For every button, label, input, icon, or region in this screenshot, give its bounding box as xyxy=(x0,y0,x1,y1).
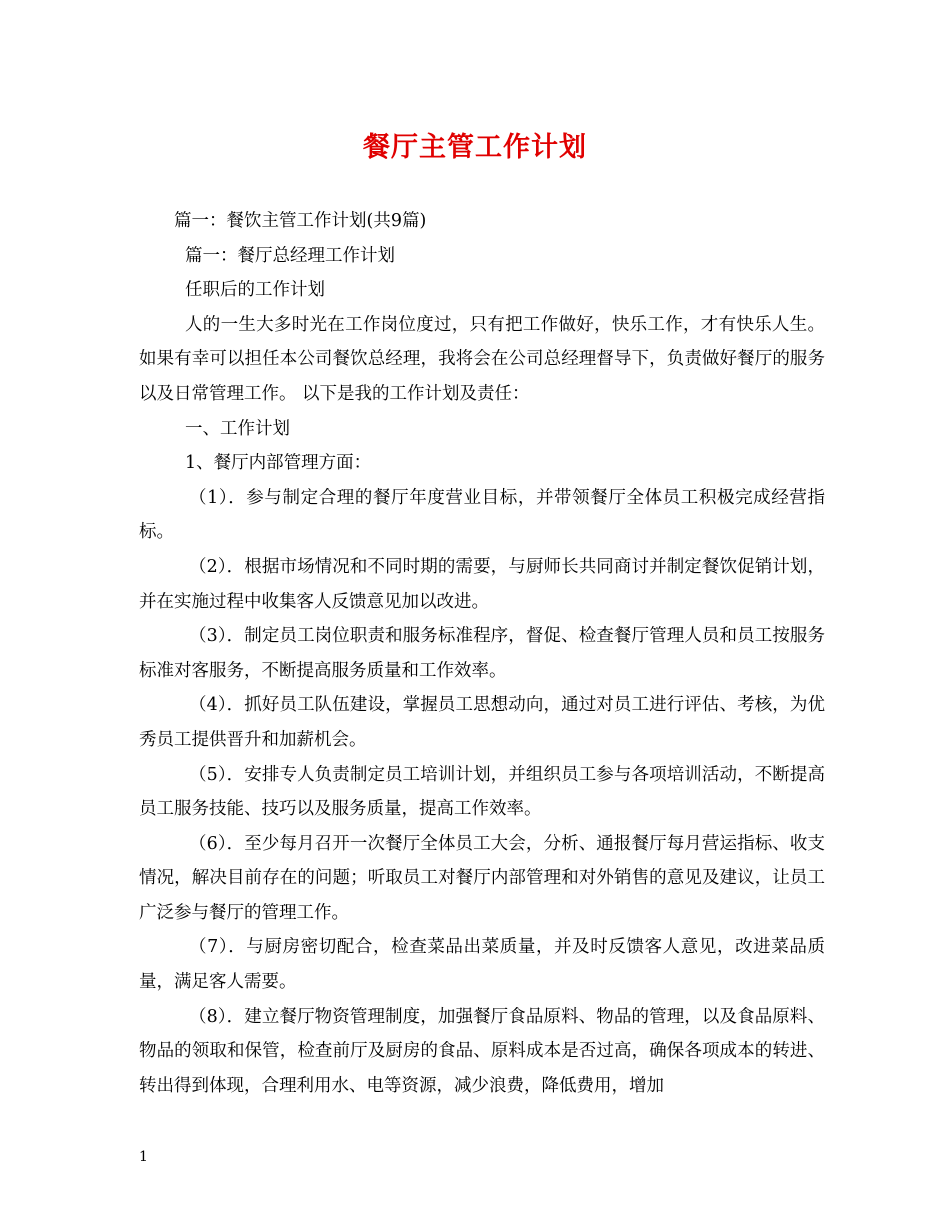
document-body xyxy=(139,204,825,1103)
list-item: （8）．建立餐厅物资管理制度，加强餐厅食品原料、物品的管理，以及食品原料、物品的领取和保管，检查前厅及厨房的食品、原料成本是否过高，确保各项成本的转进、转出得到体现，合理利用水、电等资源，减少浪费，降低费用，增加 xyxy=(139,1006,825,1096)
list-heading: 1、餐厅内部管理方面： xyxy=(185,453,372,474)
body-paragraph: 人的一生大多时光在工作岗位度过，只有把工作做好，快乐工作，才有快乐人生。如果有幸可以担任本公司餐饮总经理，我将会在公司总经理督导下，负责做好餐厅的服务以及日常管理工作。 以下是我的工作计划及责任： xyxy=(139,314,825,404)
section-heading: 篇一：餐饮主管工作计划(共9篇) xyxy=(174,211,427,231)
list-item: （3）．制定员工岗位职责和服务标准程序，督促、检查餐厅管理人员和员工按服务标准对客服务，不断提高服务质量和工作效率。 xyxy=(139,626,825,681)
list-heading: 一、工作计划 xyxy=(185,418,290,439)
list-item: （1）．参与制定合理的餐厅年度营业目标，并带领餐厅全体员工积极完成经营指标。 xyxy=(139,487,825,543)
list-item: （4）．抓好员工队伍建设，掌握员工思想动向，通过对员工进行评估、考核，为优秀员工提供晋升和加薪机会。 xyxy=(139,695,825,750)
subsection-heading: 任职后的工作计划 xyxy=(185,280,325,301)
subsection-heading: 篇一：餐厅总经理工作计划 xyxy=(185,245,395,266)
list-item: （7）．与厨房密切配合，检查菜品出菜质量，并及时反馈客人意见，改进菜品质量，满足客人需要。 xyxy=(139,937,825,993)
list-item: （2）．根据市场情况和不同时期的需要，与厨师长共同商讨并制定餐饮促销计划，并在实施过程中收集客人反馈意见加以改进。 xyxy=(139,556,825,612)
page-number: 1 xyxy=(139,1149,148,1165)
list-item: （6）．至少每月召开一次餐厅全体员工大会，分析、通报餐厅每月营运指标、收支情况，解决目前存在的问题；听取员工对餐厅内部管理和对外销售的意见及建议，让员工广泛参与餐厅的管理工作。 xyxy=(139,833,825,923)
page-title: 餐厅主管工作计划 xyxy=(363,132,587,163)
list-item: （5）．安排专人负责制定员工培训计划，并组织员工参与各项培训活动，不断提高员工服务技能、技巧以及服务质量，提高工作效率。 xyxy=(139,764,825,820)
